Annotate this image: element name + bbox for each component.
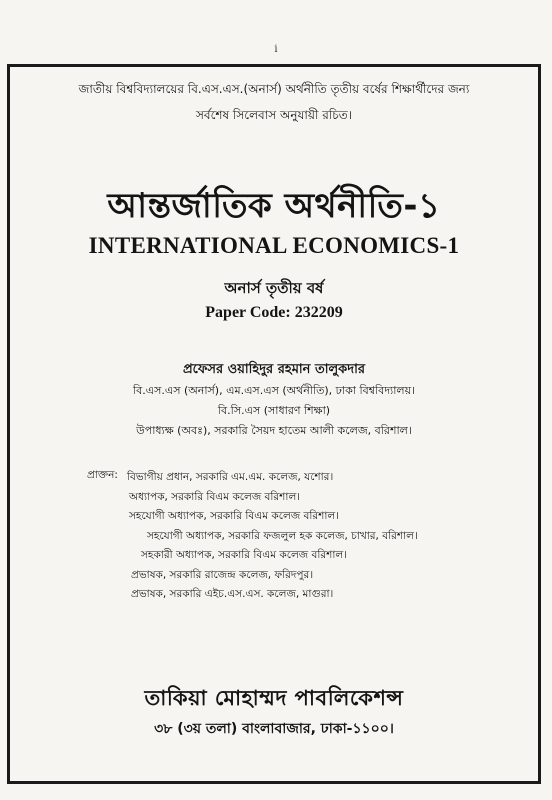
author-credential: বি.সি.এস (সাধারণ শিক্ষা) xyxy=(217,404,331,417)
former-position-item: সহকারী অধ্যাপক, সরকারি বিএম কলেজ বরিশাল। xyxy=(141,549,347,561)
author-credential: বি.এস.এস (অনার্স), এম.এস.এস (অর্থনীতি), ঢাকা বিশ্ববিদ্যালয়। xyxy=(132,384,416,397)
former-position-item: অধ্যাপক, সরকারি বিএম কলেজ বরিশাল। xyxy=(129,490,301,503)
publisher-name: তাকিয়া মোহাম্মদ পাবলিকেশন্স xyxy=(144,686,404,710)
author-credential: উপাধ্যক্ষ (অবঃ), সরকারি সৈয়দ হাতেম আলী কলেজ, বরিশাল। xyxy=(136,424,412,437)
header-line-2: সর্বশেষ সিলেবাস অনুযায়ী রচিত। xyxy=(195,108,353,122)
publisher-address: ৩৮ (৩য় তলা) বাংলাবাজার, ঢাকা-১১০০। xyxy=(154,721,394,737)
author-name: প্রফেসর ওয়াহিদুর রহমান তালুকদার xyxy=(182,362,366,377)
former-positions-label: প্রাক্তন: xyxy=(87,469,118,481)
page-number: i xyxy=(274,44,278,55)
former-position-item: বিভাগীয় প্রধান, সরকারি এম.এম. কলেজ, যশোর। xyxy=(127,471,334,483)
book-title-bangla: আন্তর্জাতিক অর্থনীতি-১ xyxy=(107,186,441,226)
former-position-item: প্রভাষক, সরকারি এইচ.এস.এস. কলেজ, মাগুরা। xyxy=(131,588,334,600)
former-position-item: সহযোগী অধ্যাপক, সরকারি ফজলুল হক কলেজ, চাখার, বরিশাল। xyxy=(147,529,418,542)
former-position-item: প্রভাষক, সরকারি রাজেন্দ্র কলেজ, ফরিদপুর। xyxy=(131,568,314,581)
paper-code: Paper Code: 232209 xyxy=(205,304,343,321)
book-title-english: INTERNATIONAL ECONOMICS-1 xyxy=(88,233,460,258)
title-page-frame xyxy=(7,64,541,784)
former-positions-list xyxy=(127,468,418,605)
former-position-item: সহযোগী অধ্যাপক, সরকারি বিএম কলেজ বরিশাল। xyxy=(129,510,340,522)
course-year: অনার্স তৃতীয় বর্ষ xyxy=(224,279,324,297)
header-line-1: জাতীয় বিশ্ববিদ্যালয়ের বি.এস.এস.(অনার্স) অর্থনীতি তৃতীয় বর্ষের শিক্ষার্থীদের জন্য xyxy=(78,82,470,96)
